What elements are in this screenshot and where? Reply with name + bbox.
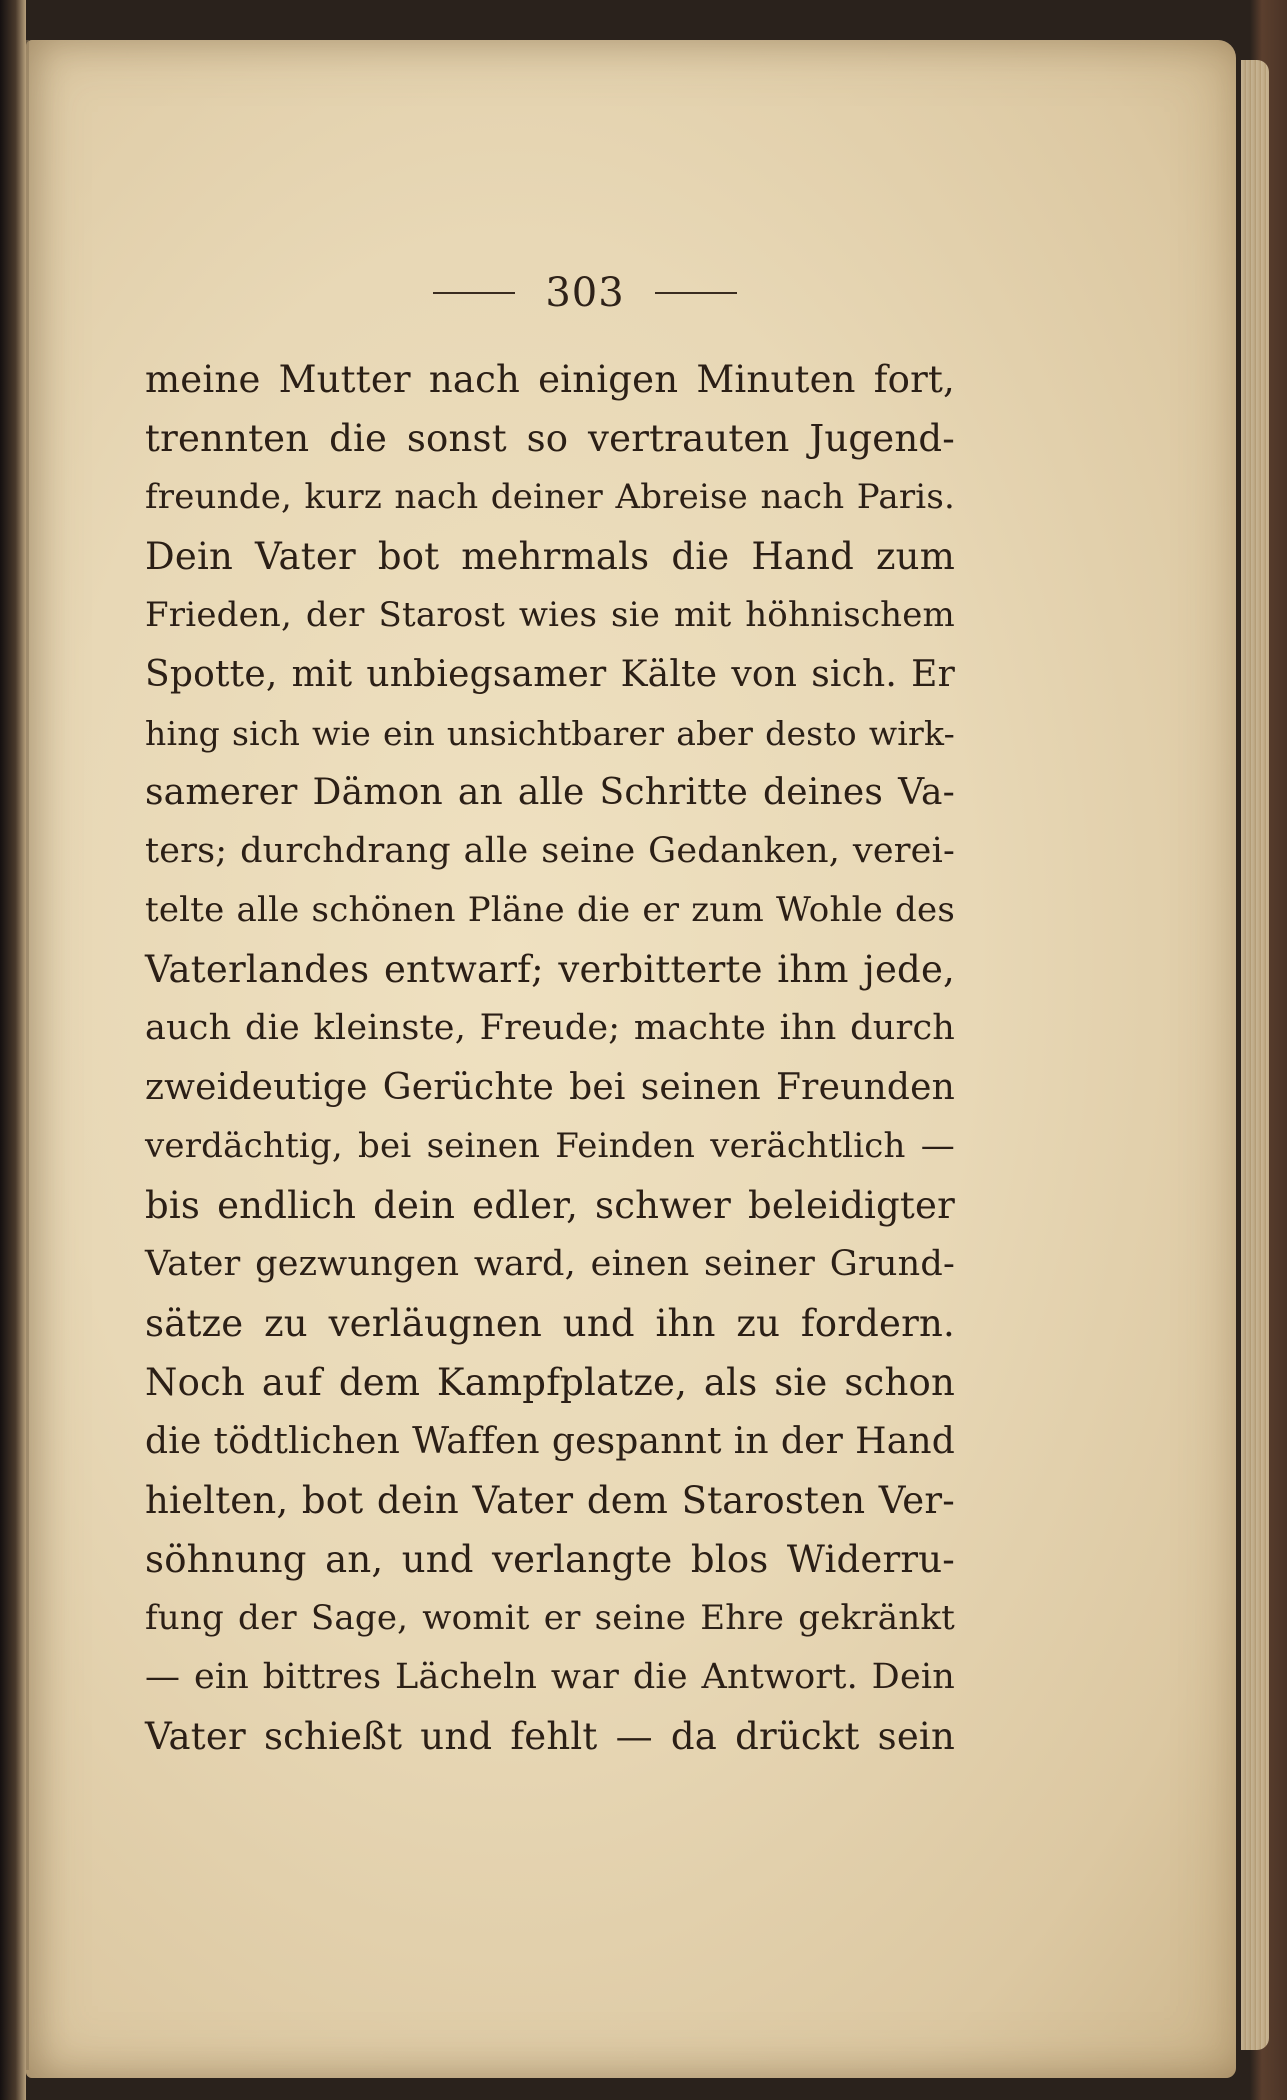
text-line-23: — ein bittres Lächeln war die Antwort. Dein bbox=[145, 1657, 955, 1697]
page-number: 303 bbox=[545, 270, 625, 316]
text-line-3: freunde, kurz nach deiner Abreise nach Paris. bbox=[145, 477, 955, 517]
text-line-15: bis endlich dein edler, schwer beleidigter bbox=[145, 1184, 955, 1227]
text-line-17: sätze zu verläugnen und ihn zu fordern. bbox=[145, 1302, 955, 1345]
text-line-18: Noch auf dem Kampfplatze, als sie schon bbox=[145, 1361, 955, 1404]
body-text bbox=[145, 350, 955, 1766]
text-line-19: die tödtlichen Waffen gespannt in der Hand bbox=[145, 1421, 955, 1462]
header-rule-right bbox=[655, 292, 737, 294]
gutter-line bbox=[26, 40, 29, 2070]
text-line-20: hielten, bot dein Vater dem Starosten Ver- bbox=[145, 1479, 955, 1522]
text-line-7: hing sich wie ein unsichtbarer aber desto wirk- bbox=[145, 714, 955, 753]
text-line-16: Vater gezwungen ward, einen seiner Grund- bbox=[145, 1244, 955, 1284]
text-line-14: verdächtig, bei seinen Feinden verächtlich — bbox=[145, 1126, 955, 1166]
text-line-21: söhnung an, und verlangte blos Widerru- bbox=[145, 1538, 955, 1581]
text-line-1: meine Mutter nach einigen Minuten fort, bbox=[145, 358, 955, 401]
header-rule-left bbox=[433, 292, 515, 294]
text-line-13: zweideutige Gerüchte bei seinen Freunden bbox=[145, 1067, 955, 1108]
text-line-11: Vaterlandes entwarf; verbitterte ihm jede, bbox=[145, 948, 955, 991]
text-line-5: Frieden, der Starost wies sie mit höhnischem bbox=[145, 595, 955, 635]
page-header bbox=[300, 258, 870, 328]
text-line-24: Vater schießt und fehlt — da drückt sein bbox=[145, 1715, 955, 1758]
text-line-4: Dein Vater bot mehrmals die Hand zum bbox=[145, 535, 955, 578]
text-line-9: ters; durchdrang alle seine Gedanken, verei- bbox=[145, 831, 955, 871]
text-line-6: Spotte, mit unbiegsamer Kälte von sich. Er bbox=[145, 654, 955, 695]
text-line-2: trennten die sonst so vertrauten Jugend- bbox=[145, 417, 955, 460]
page-edges bbox=[1241, 60, 1269, 2050]
text-line-8: samerer Dämon an alle Schritte deines Va- bbox=[145, 772, 955, 813]
text-line-22: fung der Sage, womit er seine Ehre gekränkt bbox=[145, 1598, 955, 1638]
text-line-10: telte alle schönen Pläne die er zum Wohle des bbox=[145, 890, 955, 930]
text-line-12: auch die kleinste, Freude; machte ihn durch bbox=[145, 1008, 955, 1048]
book-spine-edge bbox=[0, 0, 26, 2100]
